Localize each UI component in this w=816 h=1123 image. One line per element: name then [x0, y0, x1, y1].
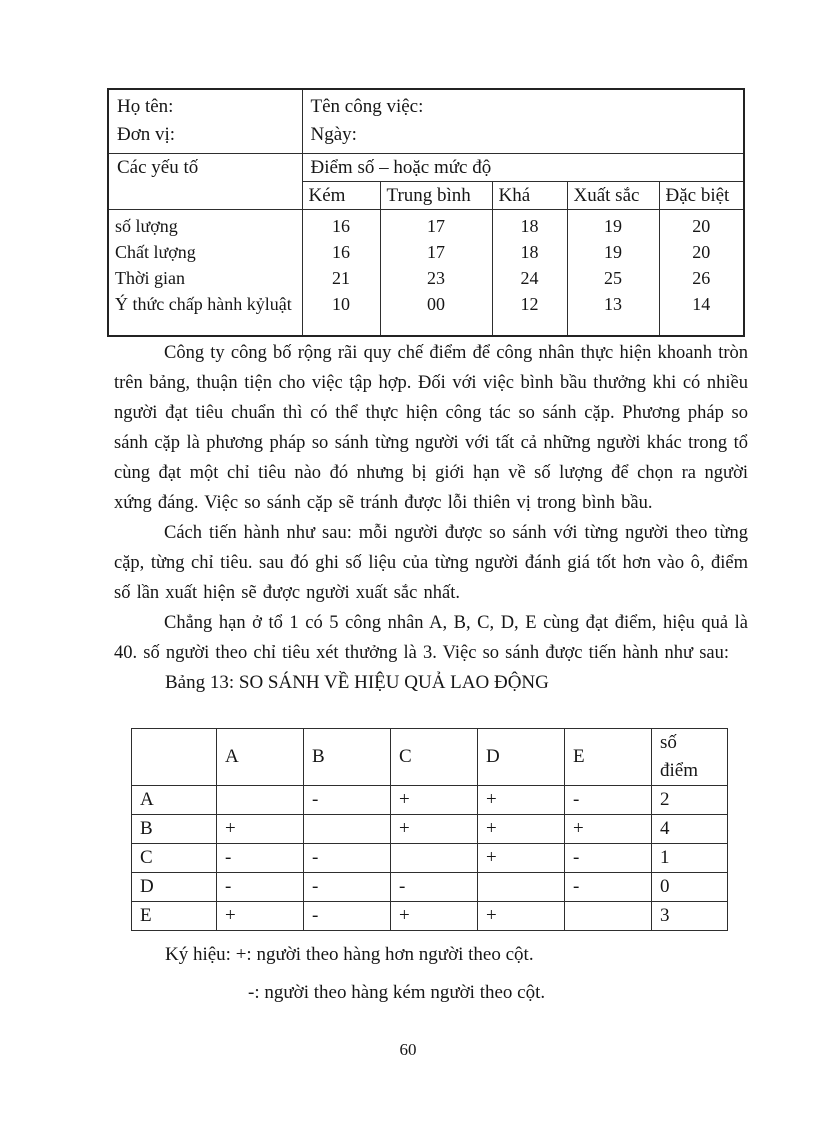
t2-mark-cell: +: [478, 815, 565, 844]
t2-mark-cell: -: [217, 844, 304, 873]
name-label: Họ tên:: [117, 96, 174, 117]
body-text: [114, 338, 748, 698]
score-scale-cell: Điểm số – hoặc mức độ: [302, 154, 744, 182]
score-value: 17: [427, 242, 445, 262]
legend: [114, 942, 545, 1006]
score-values-cell: [492, 210, 567, 337]
t2-mark-cell: +: [478, 902, 565, 931]
t2-row: [132, 873, 728, 902]
legend-line-1: Ký hiệu: +: người theo hàng hơn người theo cột.: [165, 944, 534, 965]
t2-mark-cell: [304, 815, 391, 844]
level-header-cell: Trung bình: [380, 182, 492, 210]
level-header-cell: Đặc biệt: [659, 182, 744, 210]
t2-mark-cell: +: [478, 786, 565, 815]
score-value: 20: [692, 216, 711, 236]
paragraph-1: Công ty công bố rộng rãi quy chế điểm để công nhân thực hiện khoanh tròn trên bảng, thuận tiện cho việc tập hợp. Đối với việc bình bầu thưởng khi có nhiều người đạt tiêu chuẩn thì có thể thực hiện công tác so sánh cặp. Phương pháp so sánh cặp là phương pháp so sánh từng người với tất cả những người khác trong tổ cùng đạt một chỉ tiêu nào đó nhưng bị giới hạn về số lượng để chọn ra người xứng đáng. Việc so sánh cặp sẽ tránh được lỗi thiên vị trong bình bầu.: [114, 343, 748, 513]
score-value: 19: [604, 242, 622, 262]
t2-column-header: E: [565, 729, 652, 786]
t2-score-cell: 2: [652, 786, 728, 815]
t1-identity-row: [108, 89, 744, 154]
unit-label: Đơn vị:: [117, 124, 176, 145]
t2-mark-cell: -: [304, 902, 391, 931]
paragraph-3: Chẳng hạn ở tổ 1 có 5 công nhân A, B, C, D, E cùng đạt điểm, hiệu quả là 40. số người theo chỉ tiêu xét thưởng là 3. Việc so sánh được tiến hành như sau:: [114, 613, 748, 663]
score-values-cell: [567, 210, 659, 337]
factor-label: Thời gian: [115, 268, 186, 288]
score-value: 16: [332, 242, 350, 262]
t1-factors-row: [108, 154, 744, 182]
score-value: 14: [692, 294, 711, 314]
t2-mark-cell: -: [565, 873, 652, 902]
score-values-cell: [380, 210, 492, 337]
score-values-cell: [302, 210, 380, 337]
t2-mark-cell: +: [565, 815, 652, 844]
t2-row-label: B: [132, 815, 217, 844]
t2-mark-cell: [565, 902, 652, 931]
factor-label: Chất lượng: [115, 242, 196, 262]
score-value: 18: [520, 242, 539, 262]
t2-column-header: C: [391, 729, 478, 786]
t2-mark-cell: [478, 873, 565, 902]
t2-row: [132, 815, 728, 844]
t2-mark-cell: +: [391, 786, 478, 815]
t2-mark-cell: -: [304, 786, 391, 815]
t2-mark-cell: -: [217, 873, 304, 902]
evaluation-form-table: [107, 88, 745, 337]
comparison-table: [131, 728, 728, 931]
t2-mark-cell: -: [565, 844, 652, 873]
t1-data-row: [108, 210, 744, 337]
job-label: Tên công việc:: [310, 96, 424, 117]
t2-column-header: B: [304, 729, 391, 786]
t2-column-header: [132, 729, 217, 786]
t2-body: [132, 786, 728, 931]
paragraph-2: Cách tiến hành như sau: mỗi người được so sánh với từng người theo từng cặp, từng chỉ tiêu. sau đó ghi số liệu của từng người đánh giá tốt hơn vào ô, điểm số lần xuất hiện sẽ được người xuất sắc nhất.: [114, 523, 748, 603]
t2-row-label: D: [132, 873, 217, 902]
t2-mark-cell: [217, 786, 304, 815]
score-value: 20: [692, 242, 711, 262]
score-value: 26: [692, 268, 711, 288]
score-value: 10: [332, 294, 350, 314]
t1-name-unit-cell: [108, 89, 302, 154]
factor-label: Ý thức chấp hành kỷluật: [115, 294, 292, 314]
t2-score-cell: 4: [652, 815, 728, 844]
t2-column-header: D: [478, 729, 565, 786]
t1-job-date-cell: [302, 89, 744, 154]
level-header-cell: Kém: [302, 182, 380, 210]
factor-labels-cell: [108, 210, 302, 337]
level-header-cell: Khá: [492, 182, 567, 210]
legend-line-2: -: người theo hàng kém người theo cột.: [248, 982, 546, 1003]
t2-mark-cell: -: [565, 786, 652, 815]
t2-row: [132, 844, 728, 873]
t2-score-cell: 3: [652, 902, 728, 931]
t2-mark-cell: -: [304, 844, 391, 873]
score-value: 12: [520, 294, 539, 314]
score-value: 25: [604, 268, 622, 288]
score-value: 13: [604, 294, 622, 314]
t2-column-header: số điểm: [652, 729, 728, 786]
t2-mark-cell: +: [478, 844, 565, 873]
t2-mark-cell: +: [217, 815, 304, 844]
t2-score-cell: 0: [652, 873, 728, 902]
date-label: Ngày:: [310, 124, 357, 145]
t2-row-label: C: [132, 844, 217, 873]
page-number: 60: [399, 1040, 417, 1059]
t2-row: [132, 786, 728, 815]
score-value: 19: [604, 216, 622, 236]
t2-mark-cell: +: [217, 902, 304, 931]
t2-row-label: A: [132, 786, 217, 815]
t2-row-label: E: [132, 902, 217, 931]
score-value: 18: [520, 216, 539, 236]
t2-mark-cell: +: [391, 902, 478, 931]
score-value: 23: [427, 268, 445, 288]
t2-mark-cell: +: [391, 815, 478, 844]
t2-mark-cell: -: [304, 873, 391, 902]
score-value: 24: [520, 268, 539, 288]
level-header-cell: Xuất sắc: [567, 182, 659, 210]
score-values-cell: [659, 210, 744, 337]
table-caption: Bảng 13: SO SÁNH VỀ HIỆU QUẢ LAO ĐỘNG: [165, 672, 549, 693]
t2-column-header: A: [217, 729, 304, 786]
t2-mark-cell: [391, 844, 478, 873]
score-value: 17: [427, 216, 445, 236]
score-value: 00: [427, 294, 445, 314]
t2-score-cell: 1: [652, 844, 728, 873]
factor-label: số lượng: [115, 216, 178, 236]
t2-row: [132, 902, 728, 931]
score-value: 21: [332, 268, 350, 288]
t2-header-row: [132, 729, 728, 786]
score-value: 16: [332, 216, 350, 236]
t2-mark-cell: -: [391, 873, 478, 902]
factors-label-cell: Các yếu tố: [108, 154, 302, 210]
